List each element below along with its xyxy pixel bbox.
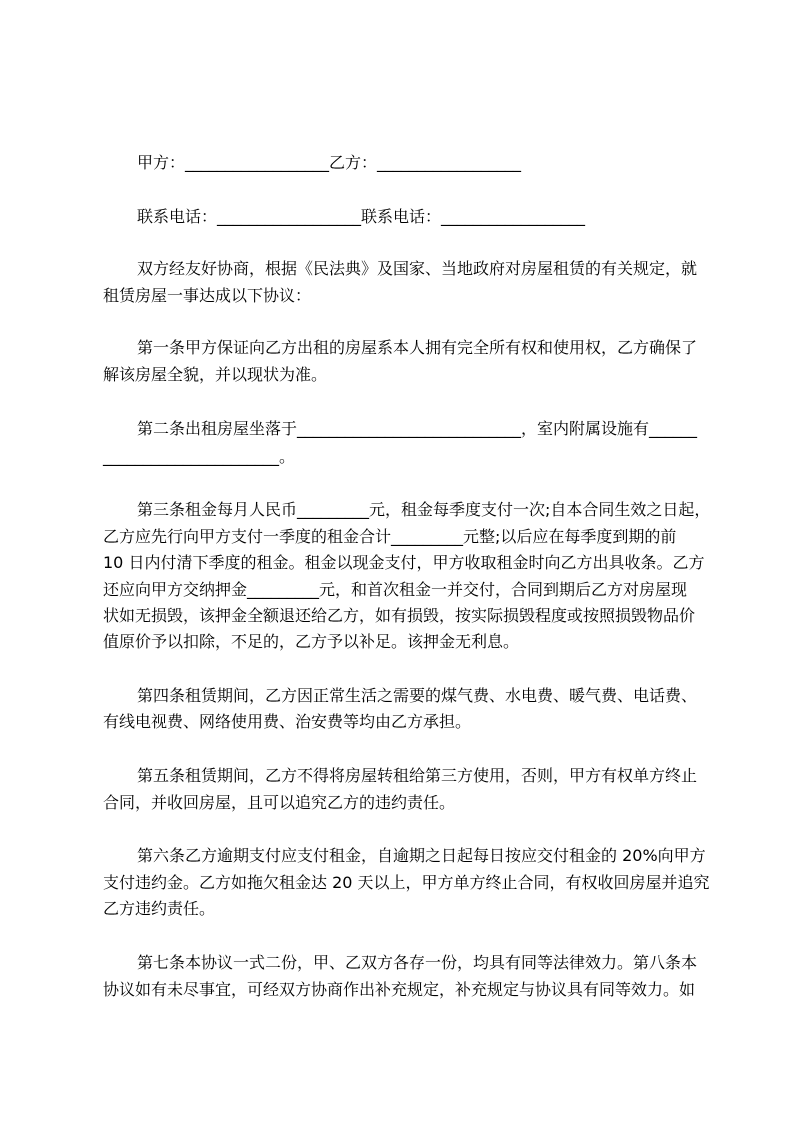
article-6-text-3: 乙方违约责任。 [103, 899, 216, 918]
article-2-text-1: 第二条出租房屋坐落于____________________________，室内附属设施有______ [137, 419, 698, 438]
parties-line [103, 131, 700, 172]
article-6-line-2 [103, 851, 710, 892]
article-4-text-2: 有线电视费、网络使用费、治安费等均由乙方承担。 [103, 712, 472, 731]
article-7-text-1: 第七条本协议一式二份，甲、乙双方各存一份，均具有同等法律效力。第八条本 [137, 953, 698, 972]
article-3-line-4 [103, 558, 700, 599]
article-4-text-1: 第四条租赁期间，乙方因正常生活之需要的煤气费、水电费、暖气费、电话费、 [137, 686, 698, 705]
article-3-text-6: 值原价予以扣除，不足的，乙方予以补足。该押金无利息。 [103, 632, 520, 651]
article-6-text-2: 支付违约金。乙方如拖欠租金达 20 天以上，甲方单方终止合同，有权收回房屋并追究 [103, 873, 710, 892]
article-3-line-3 [103, 531, 705, 572]
article-3-text-2: 乙方应先行向甲方支付一季度的租金合计_________元整;以后应在每季度到期的前 [103, 527, 677, 546]
parties-text: 甲方：__________________乙方：__________________ [137, 153, 522, 172]
article-3-line-6 [103, 610, 700, 651]
article-3-line-2 [103, 505, 700, 546]
article-5-text-1: 第五条租赁期间，乙方不得将房屋转租给第三方使用，否则，甲方有权单方终止 [137, 766, 698, 785]
article-7-text-2: 协议如有未尽事宜，可经双方协商作出补充规定，补充规定与协议具有同等效力。如 [103, 980, 696, 999]
intro-text-2: 租赁房屋一事达成以下协议： [103, 286, 312, 305]
article-1-text-2: 解该房屋全貌，并以现状为准。 [103, 365, 328, 384]
article-4-line-2 [103, 690, 700, 731]
article-5-line-1 [103, 744, 700, 785]
article-1-text-1: 第一条甲方保证向乙方出租的房屋系本人拥有完全所有权和使用权，乙方确保了 [137, 338, 698, 357]
intro-paragraph-line-2 [103, 264, 700, 305]
article-7-line-2 [103, 958, 700, 999]
article-3-text-1: 第三条租金每月人民币_________元，租金每季度支付一次;自本合同生效之日起， [137, 500, 711, 519]
intro-text-1: 双方经友好协商，根据《民法典》及国家、当地政府对房屋租赁的有关规定，就 [137, 259, 698, 278]
article-1-line-1 [103, 316, 700, 357]
article-2-line-1 [103, 397, 700, 438]
article-6-line-3 [103, 877, 700, 918]
intro-paragraph-line-1 [103, 237, 700, 278]
article-3-line-5 [103, 584, 700, 625]
article-7-line-1 [103, 931, 700, 972]
article-5-text-2: 合同，并收回房屋，且可以追究乙方的违约责任。 [103, 793, 456, 812]
article-2-line-2 [103, 425, 700, 466]
article-2-text-2: ______________________。 [103, 447, 296, 466]
article-3-text-5: 状如无损毁，该押金全额退还给乙方，如有损毁，按实际损毁程度或按照损毁物品价 [103, 606, 696, 625]
article-6-text-1: 第六条乙方逾期支付应支付租金，自逾期之日起每日按应交付租金的 20%向甲方 [137, 846, 706, 865]
article-4-line-1 [103, 664, 700, 705]
article-6-line-1 [103, 824, 706, 865]
article-5-line-2 [103, 771, 700, 812]
phone-line [103, 185, 700, 226]
article-3-text-3: 10 日内付清下季度的租金。租金以现金支付，甲方收取租金时向乙方出具收条。乙方 [103, 553, 705, 572]
phone-text: 联系电话：__________________联系电话：__________________ [137, 207, 586, 226]
article-3-line-1 [103, 478, 711, 519]
article-3-text-4: 还应向甲方交纳押金_________元，和首次租金一并交付，合同到期后乙方对房屋现 [103, 580, 688, 599]
article-1-line-2 [103, 343, 700, 384]
